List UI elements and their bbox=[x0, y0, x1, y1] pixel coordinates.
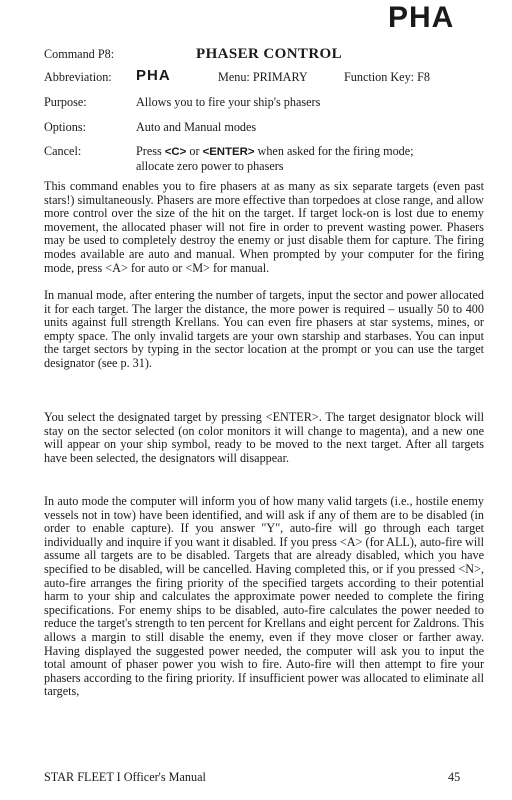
cancel-label: Cancel: bbox=[44, 144, 82, 158]
key-enter: <ENTER> bbox=[202, 146, 255, 158]
function-key-text: Function Key: F8 bbox=[344, 70, 430, 84]
purpose-value: Allows you to fire your ship's phasers bbox=[136, 95, 321, 109]
cancel-text-a: Press bbox=[136, 144, 165, 158]
cancel-text-b: or bbox=[186, 144, 203, 158]
key-c: <C> bbox=[164, 146, 187, 158]
paragraph-manual-mode: In manual mode, after entering the number of targets, input the sector and power allocated it for each target. The larger the distance, the more power is required – usually 50 to 400 units against full strength Krellans. You can even fire phasers at star systems, mines, or empty space. The only invalid targets are your own starship and starbases. You can input the target sectors by typing in the sector location at the prompt or you can use the target designator (see p. 31). bbox=[44, 288, 484, 370]
page-title: PHASER CONTROL bbox=[196, 46, 343, 62]
purpose-label: Purpose: bbox=[44, 95, 87, 109]
footer-manual-title: STAR FLEET I Officer's Manual bbox=[44, 770, 206, 784]
options-label: Options: bbox=[44, 120, 86, 134]
options-value: Auto and Manual modes bbox=[136, 120, 257, 134]
cancel-value bbox=[136, 144, 484, 173]
cancel-text-c: when asked for the firing mode; bbox=[254, 144, 414, 158]
abbreviation-value: PHA bbox=[136, 67, 171, 84]
cancel-text-line2: allocate zero power to phasers bbox=[136, 159, 284, 173]
abbreviation-label: Abbreviation: bbox=[44, 70, 112, 84]
paragraph-auto-mode: In auto mode the computer will inform you of how many valid targets (i.e., hostile enemy vessels not in tow) have been identified, and will ask if any of them are to be disabled (in order to enable capture). If you answer "Y", auto-fire will go through each target individually and inquire if you want it disabled. If you press <A> (for ALL), auto-fire will assume all targets are to be disabled. Targets that are already disabled, which you have specified to be disabled, will be cancelled. Having completed this, or if you pressed <N>, auto-fire arranges the firing priority of the specified targets according to their potential harm to your ship and calculates the approximate power needed to complete the firing specifications. For enemy ships to be disabled, auto-fire calculates the power needed to reduce the target's strength to ten percent for Krellans and eight percent for Zaldrons. This allows a margin to still disable the enemy, even if they move closer or farther away. Having displayed the suggested power needed, the computer will ask you to input the total amount of phaser power you wish to fire. Auto-fire will then attempt to fire your phasers according to the firing priority. If insufficient power was allocated to eliminate all targets, bbox=[44, 494, 484, 699]
paragraph-intro: This command enables you to fire phasers at as many as six separate targets (even past stars!) simultaneously. Phasers are more effective than torpedoes at close range, and allow more control over the size of the hit on the target. If target lock-on is lost due to enemy movement, the allocated phaser will not fire in order to prevent wasting power. Phasers may be used to completely destroy the enemy or just disable them for capture. The firing modes available are auto and manual. When prompted by your computer for the firing mode, press <A> for auto or <M> for manual. bbox=[44, 179, 484, 275]
paragraph-target-select: You select the designated target by pressing <ENTER>. The target designator block will stay on the sector selected (on color monitors it will change to magenta), and a new one will appear on your ship symbol, ready to be moved to the next target. After all targets have been selected, the designators will disappear. bbox=[44, 410, 484, 465]
page-number: 45 bbox=[448, 770, 461, 784]
menu-text: Menu: PRIMARY bbox=[218, 70, 308, 84]
command-label: Command P8: bbox=[44, 47, 115, 61]
page-tab: PHA bbox=[388, 1, 455, 34]
